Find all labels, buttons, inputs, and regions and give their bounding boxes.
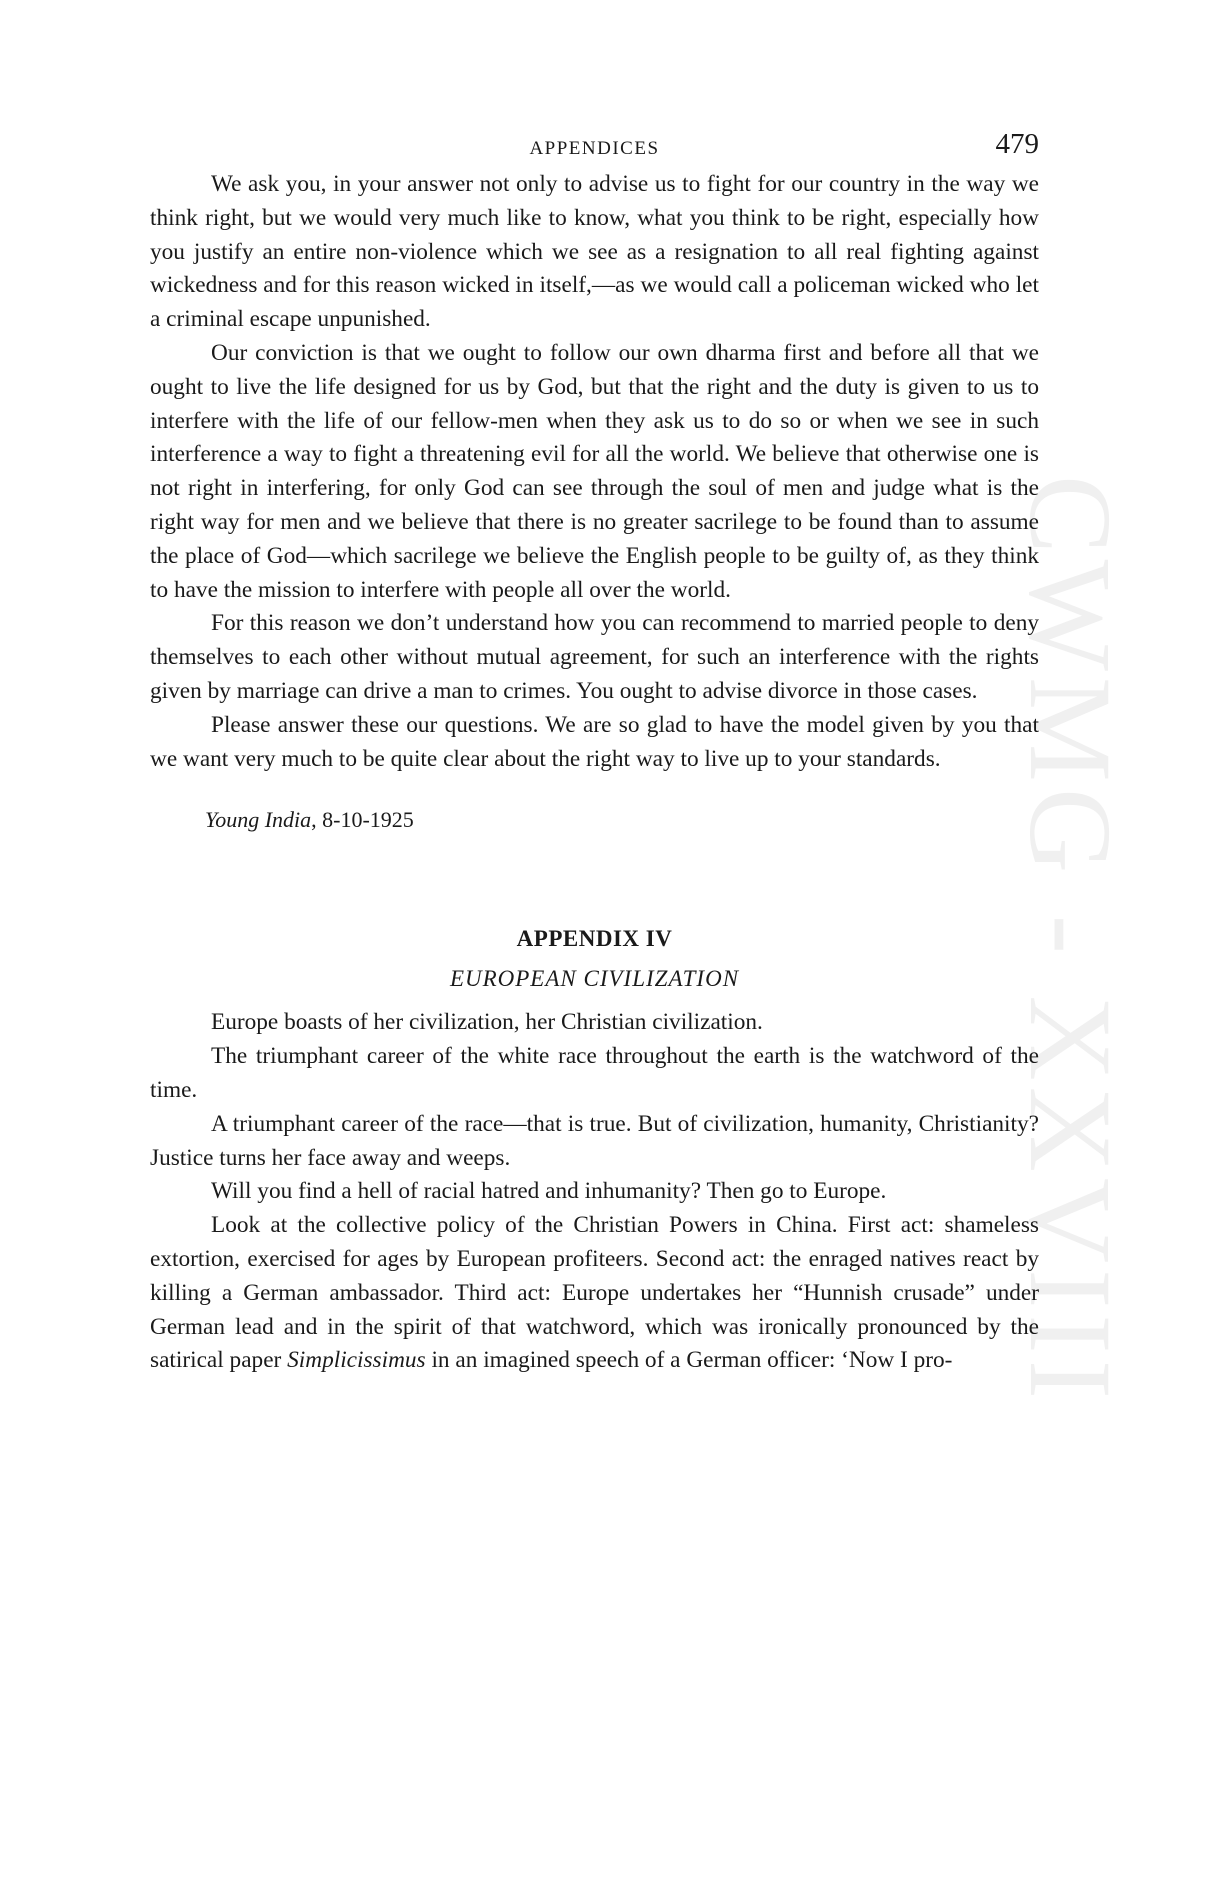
page-number: 479 xyxy=(995,128,1039,160)
body-text-appendix xyxy=(150,1006,1039,1378)
paragraph: Please answer these our questions. We are so glad to have the model given by you that we want very much to be quite clear about the right way to live up to your standards. xyxy=(150,711,1039,772)
appendix-heading: APPENDIX IV xyxy=(516,926,673,952)
paragraph: Will you find a hell of racial hatred and inhumanity? Then go to Europe. xyxy=(211,1178,887,1205)
paragraph: Our conviction is that we ought to follow our own dharma first and before all that we ought to live the life designed for us by God, but that the right and the duty is given to us to interfere with the life of our fellow-men when they ask us to do so or when we see in such interference a way to fight a threatening evil for all the world. We believe that otherwise one is not right in interfering, for only God can see through the soul of men and judge what is the right way for men and we believe that there is no greater sacrilege to be found than to assume the place of God—which sacrilege we believe the English people to be guilty of, as they think to have the mission to interfere with people all over the world. xyxy=(150,339,1039,603)
paragraph: We ask you, in your answer not only to advise us to fight for our country in the way we think right, but we would very much like to know, what you think to be right, especially how you justify an entire non-violence which we see as a resignation to all real fighting against wickedness and for this reason wicked in itself,—as we would call a policeman wicked who let a criminal escape unpunished. xyxy=(150,171,1039,333)
paragraph: A triumphant career of the race—that is true. But of civilization, humanity, Christianity? Justice turns her face away and weeps. xyxy=(150,1110,1039,1171)
page-content xyxy=(150,128,1039,1378)
body-text-top xyxy=(150,168,1039,776)
source-date: , 8-10-1925 xyxy=(311,807,414,833)
paragraph: Europe boasts of her civilization, her Christian civilization. xyxy=(211,1009,763,1036)
text-run: Look at the collective policy of the Christian Powers in China. First act: shameless extortion, exercised for ages by European profiteers. Second act: the enraged natives react by killing a German ambassador. Third act: Europe undertakes her “Hunnish crusade” under German lead and in the spirit of that watchword, which was ironically pronounced by the satirical paper xyxy=(150,1212,1039,1374)
paragraph-last xyxy=(150,1209,1039,1378)
text-run: in an imagined speech of a German officer: ‘Now I pro- xyxy=(425,1347,953,1374)
paragraph: For this reason we don’t understand how you can recommend to married people to deny themselves to each other without mutual agreement, for such an interference with the rights given by marriage can drive a man to crimes. You ought to advise divorce in those cases. xyxy=(150,610,1039,704)
source-publication: Young India xyxy=(205,807,312,833)
appendix-subtitle: EUROPEAN CIVILIZATION xyxy=(449,966,740,992)
italic-title: Simplicissimus xyxy=(287,1347,426,1374)
source-citation xyxy=(150,805,1039,835)
paragraph: The triumphant career of the white race throughout the earth is the watchword of the time. xyxy=(150,1043,1039,1103)
running-head-title: APPENDICES xyxy=(529,138,660,159)
running-head xyxy=(150,128,1039,168)
watermark-text: CWMG - XXVIII xyxy=(1005,474,1137,1406)
